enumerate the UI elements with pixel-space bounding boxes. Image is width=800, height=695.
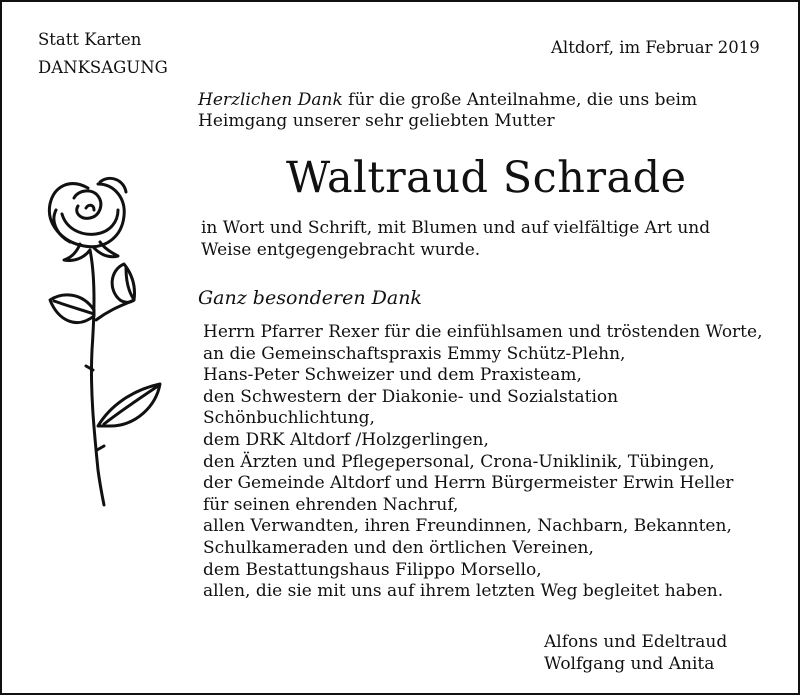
- thanks-list: [203, 322, 762, 603]
- thanks-line: allen Verwandten, ihren Freundinnen, Nachbarn, Bekannten,: [203, 516, 732, 537]
- place-date: Altdorf, im Februar 2019: [551, 38, 760, 57]
- intro-line-2: Heimgang unserer sehr geliebten Mutter: [198, 111, 555, 131]
- thanks-line: Schulkameraden und den örtlichen Vereinen,: [203, 537, 594, 558]
- ways-line-2: Weise entgegengebracht wurde.: [201, 240, 481, 260]
- rose-icon: [40, 170, 180, 510]
- special-thanks-heading: Ganz besonderen Dank: [198, 287, 422, 309]
- thanks-line: den Ärzten und Pflegepersonal, Crona-Uniklinik, Tübingen,: [203, 451, 715, 472]
- danksagung-label: DANKSAGUNG: [38, 58, 168, 77]
- intro-lead-rest: für die große Anteilnahme, die uns beim: [348, 90, 698, 110]
- intro-line-1: [198, 90, 697, 111]
- thanks-line: allen, die sie mit uns auf ihrem letzten Weg begleitet haben.: [203, 581, 724, 602]
- thanks-line: Hans-Peter Schweizer und dem Praxisteam,: [203, 365, 582, 386]
- thanks-line: den Schwestern der Diakonie- und Sozialstation: [203, 386, 619, 407]
- thanks-line: dem DRK Altdorf /Holzgerlingen,: [203, 429, 489, 450]
- thanks-line: an die Gemeinschaftspraxis Emmy Schütz-Plehn,: [203, 343, 626, 364]
- thanks-line: Schönbuchlichtung,: [203, 408, 375, 429]
- thanks-line: für seinen ehrenden Nachruf,: [203, 494, 459, 515]
- thanks-line: Herrn Pfarrer Rexer für die einfühlsamen und tröstenden Worte,: [203, 322, 763, 342]
- thanks-line: der Gemeinde Altdorf und Herrn Bürgermeister Erwin Heller: [203, 473, 734, 494]
- signature-line-2: Wolfgang und Anita: [544, 654, 715, 674]
- signature-line-1: Alfons und Edeltraud: [544, 632, 728, 652]
- thanks-line: dem Bestattungshaus Filippo Morsello,: [203, 559, 542, 580]
- ways-line-1: in Wort und Schrift, mit Blumen und auf vielfältige Art und: [201, 218, 711, 238]
- intro-lead: Herzlichen Dank: [198, 90, 343, 110]
- deceased-name: Waltraud Schrade: [286, 153, 687, 203]
- statt-karten-label: Statt Karten: [38, 30, 142, 49]
